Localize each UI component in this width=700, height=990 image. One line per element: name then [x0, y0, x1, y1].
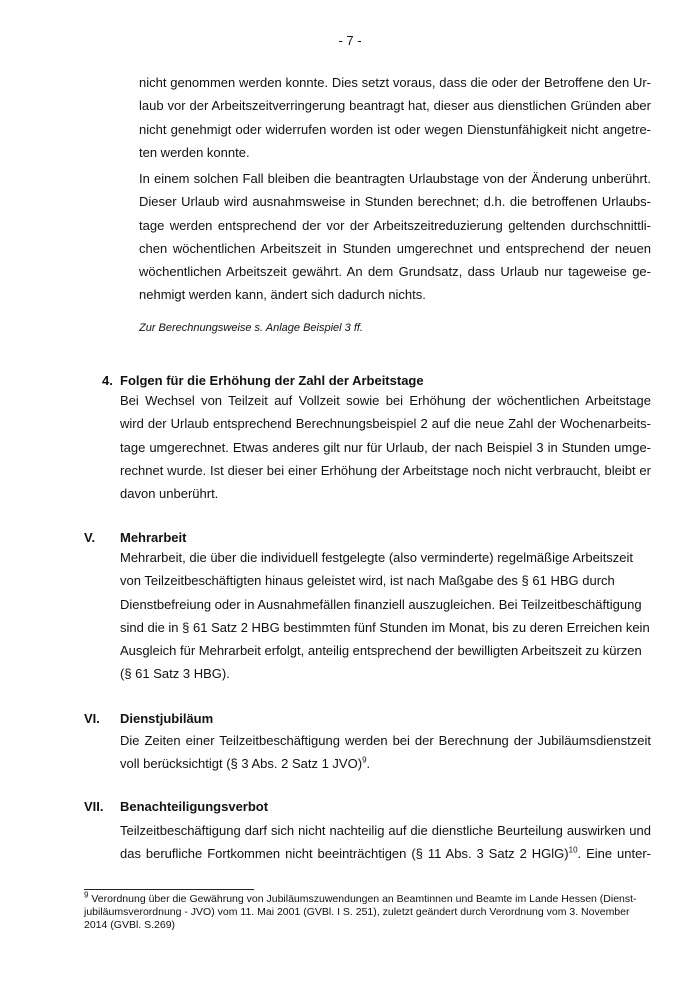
footnote-ref-9[interactable]: 9: [362, 755, 367, 765]
text-line: (§ 61 Satz 3 HBG).: [120, 666, 230, 682]
text-line: ten werden konnte.: [139, 144, 250, 160]
section-v-number: V.: [84, 530, 96, 545]
section-4-body: [120, 389, 651, 505]
footnote-line: 2014 (GVBl. S.269): [84, 919, 176, 931]
text-line: tage umgerechnet. Etwas anderes gilt nur für Urlaub, der nach Beispiel 3 in Stunden umge-: [120, 439, 651, 455]
text-line: wöchentlichen Arbeitszeit gewährt. An dem Grundsatz, dass Urlaub nur tageweise ge-: [139, 264, 651, 280]
section-vii-body: [120, 819, 651, 866]
text-line: [120, 752, 651, 775]
calculation-note: Zur Berechnungsweise s. Anlage Beispiel 3 ff.: [139, 322, 363, 334]
intro-paragraph: [139, 71, 651, 164]
page-number: - 7 -: [338, 33, 362, 48]
text-line: sind die in § 61 Satz 2 HBG bestimmten fünf Stunden im Monat, bis zu deren Erreichen kein: [120, 619, 650, 635]
text-line: nicht genehmigt oder widerrufen worden ist oder wegen Dienstunfähigkeit nicht angetre-: [139, 121, 651, 137]
text-line: Dienstbefreiung oder in Ausnahmefällen finanziell auszugleichen. Bei Teilzeitbeschäftigung: [120, 596, 642, 612]
text-line: Ausgleich für Mehrarbeit erfolgt, anteilig entsprechend der bewilligten Arbeitszeit zu kürzen: [120, 643, 642, 659]
text-span: .: [366, 756, 371, 772]
section-v-body: [120, 546, 651, 686]
section-vii-title: Benachteiligungsverbot: [120, 799, 269, 814]
footnote-line: [84, 890, 644, 906]
section-vi-body: [120, 729, 651, 776]
text-span: . Eine unter-: [577, 846, 651, 862]
footnote-9: [84, 890, 644, 932]
text-span: voll berücksichtigt (§ 3 Abs. 2 Satz 1 JVO): [120, 756, 363, 772]
footnote-divider: [84, 889, 254, 890]
section-vi-number: VI.: [84, 711, 100, 726]
second-paragraph: [139, 167, 651, 307]
section-vii-number: VII.: [84, 799, 104, 814]
text-line: tage werden entsprechend der vor der Arbeitszeitreduzierung geltenden durchschnittli-: [139, 217, 651, 233]
section-4-number: 4.: [102, 373, 113, 388]
text-line: von Teilzeitbeschäftigten hinaus geleistet wird, ist nach Maßgabe des § 61 HBG durch: [120, 573, 615, 589]
text-line: Mehrarbeit, die über die individuell festgelegte (also verminderte) regelmäßige Arbeitszeit: [120, 550, 634, 565]
text-line: chen wöchentlichen Arbeitszeit in Stunden umgerechnet und entsprechend der neuen: [139, 240, 651, 256]
section-v-title: Mehrarbeit: [120, 530, 187, 545]
footnote-marker: 9: [84, 890, 89, 900]
text-line: davon unberührt.: [120, 486, 219, 502]
footnote-ref-10[interactable]: 10: [568, 845, 578, 855]
section-4-title: Folgen für die Erhöhung der Zahl der Arbeitstage: [120, 373, 424, 388]
text-line: Dieser Urlaub wird ausnahmsweise in Stunden berechnet; d.h. die betroffenen Urlaubs-: [139, 194, 651, 210]
text-line: nicht genommen werden konnte. Dies setzt voraus, dass die oder der Betroffene den Ur-: [139, 75, 651, 90]
text-span: Verordnung über die Gewährung von Jubiläumszuwendungen an Beamtinnen und Beamte im Lande Hessen (Dienst-: [88, 893, 637, 905]
text-line: Die Zeiten einer Teilzeitbeschäftigung werden bei der Berechnung der Jubiläumsdienstzeit: [120, 733, 651, 748]
text-span: das berufliche Fortkommen nicht beeinträchtigen (§ 11 Abs. 3 Satz 2 HGlG): [120, 846, 569, 862]
text-line: nehmigt werden kann, ändert sich dadurch nichts.: [139, 287, 426, 303]
text-line: [120, 842, 651, 865]
text-line: In einem solchen Fall bleiben die beantragten Urlaubstage von der Änderung unberührt.: [139, 171, 651, 186]
text-line: Teilzeitbeschäftigung darf sich nicht nachteilig auf die dienstliche Beurteilung auswirken und: [120, 823, 651, 838]
text-line: laub vor der Arbeitszeitverringerung beantragt hat, dieser aus dienstlichen Gründen aber: [139, 98, 651, 114]
text-line: Bei Wechsel von Teilzeit auf Vollzeit sowie bei Erhöhung der wöchentlichen Arbeitstage: [120, 393, 651, 408]
section-vi-title: Dienstjubiläum: [120, 711, 214, 726]
text-line: rechnet wurde. Ist dieser bei einer Erhöhung der Arbeitstage noch nicht verbraucht, bleibt er: [120, 462, 651, 478]
text-line: wird der Urlaub entsprechend Berechnungsbeispiel 2 auf die neue Zahl der Wochenarbeits-: [120, 416, 651, 432]
footnote-line: jubiläumsverordnung - JVO) vom 11. Mai 2001 (GVBl. I S. 251), zuletzt geändert durch Verordnung vom 3. November: [84, 906, 630, 918]
